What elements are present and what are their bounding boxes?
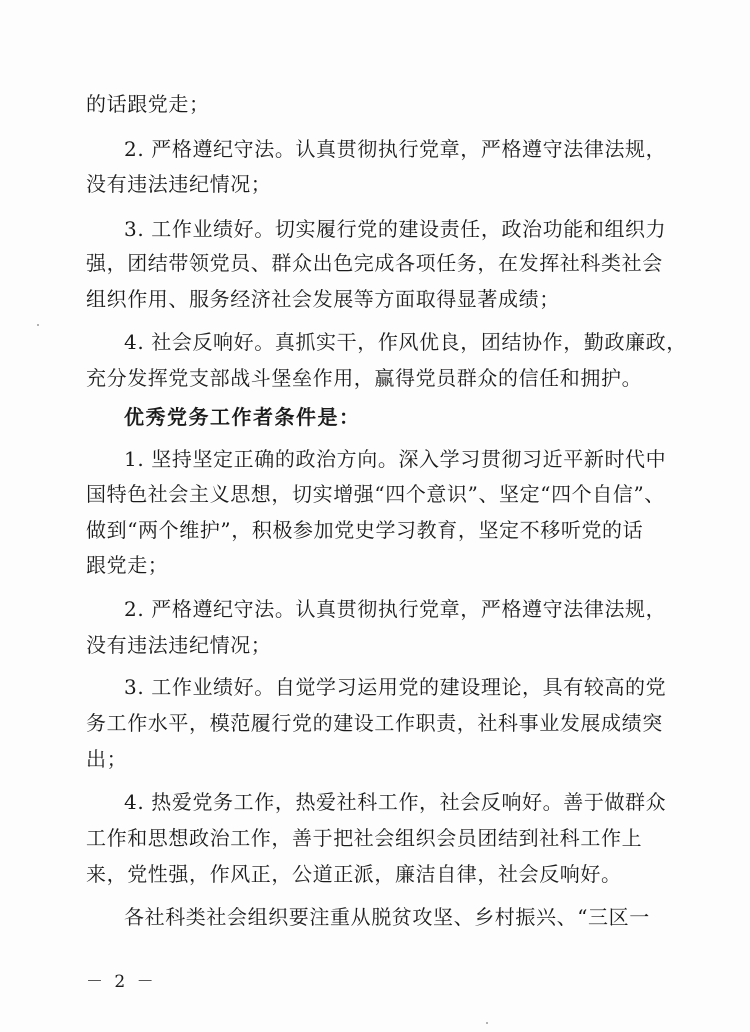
text-line-12: 做到“两个维护”，积极参加党史学习教育，坚定不移听党的话 xyxy=(86,518,644,542)
text-line-3: 没有违法违纪情况； xyxy=(86,172,272,196)
text-line-13: 跟党走； xyxy=(86,553,169,577)
page-number: － 2 － xyxy=(86,972,157,992)
text-line-15: 没有违法违纪情况； xyxy=(86,633,272,657)
text-line-6: 组织作用、服务经济社会发展等方面取得显著成绩； xyxy=(86,287,560,311)
scan-speck xyxy=(486,1022,488,1024)
text-line-22: 各社科类社会组织要注重从脱贫攻坚、乡村振兴、“三区一 xyxy=(124,905,650,929)
text-line-19: 4. 热爱党务工作，热爱社科工作，社会反响好。善于做群众 xyxy=(124,790,667,814)
text-line-16: 3. 工作业绩好。自觉学习运用党的建设理论，具有较高的党 xyxy=(124,675,667,699)
scan-speck xyxy=(37,324,39,326)
text-line-14: 2. 严格遵纪守法。认真贯彻执行党章，严格遵守法律法规， xyxy=(124,597,667,621)
text-line-2: 2. 严格遵纪守法。认真贯彻执行党章，严格遵守法律法规， xyxy=(124,137,667,161)
section-heading: 优秀党务工作者条件是： xyxy=(124,405,361,429)
text-line-20: 工作和思想政治工作，善于把社会组织会员团结到社科工作上 xyxy=(86,826,643,850)
text-line-4: 3. 工作业绩好。切实履行党的建设责任，政治功能和组织力 xyxy=(124,217,667,241)
text-line-5: 强，团结带领党员、群众出色完成各项任务，在发挥社科类社会 xyxy=(86,251,663,275)
text-line-1: 的话跟党走； xyxy=(86,92,210,116)
text-line-10: 1. 坚持坚定正确的政治方向。深入学习贯彻习近平新时代中 xyxy=(124,447,667,471)
text-line-17: 务工作水平，模范履行党的建设工作职责，社科事业发展成绩突 xyxy=(86,711,663,735)
text-line-7: 4. 社会反响好。真抓实干，作风优良，团结协作，勤政廉政， xyxy=(124,330,687,354)
text-line-8: 充分发挥党支部战斗堡垒作用，赢得党员群众的信任和拥护。 xyxy=(86,366,643,390)
text-line-18: 出； xyxy=(86,747,128,771)
text-line-11: 国特色社会主义思想，切实增强“四个意识”、坚定“四个自信”、 xyxy=(86,482,665,506)
text-line-21: 来，党性强，作风正，公道正派，廉洁自律，社会反响好。 xyxy=(86,862,622,886)
